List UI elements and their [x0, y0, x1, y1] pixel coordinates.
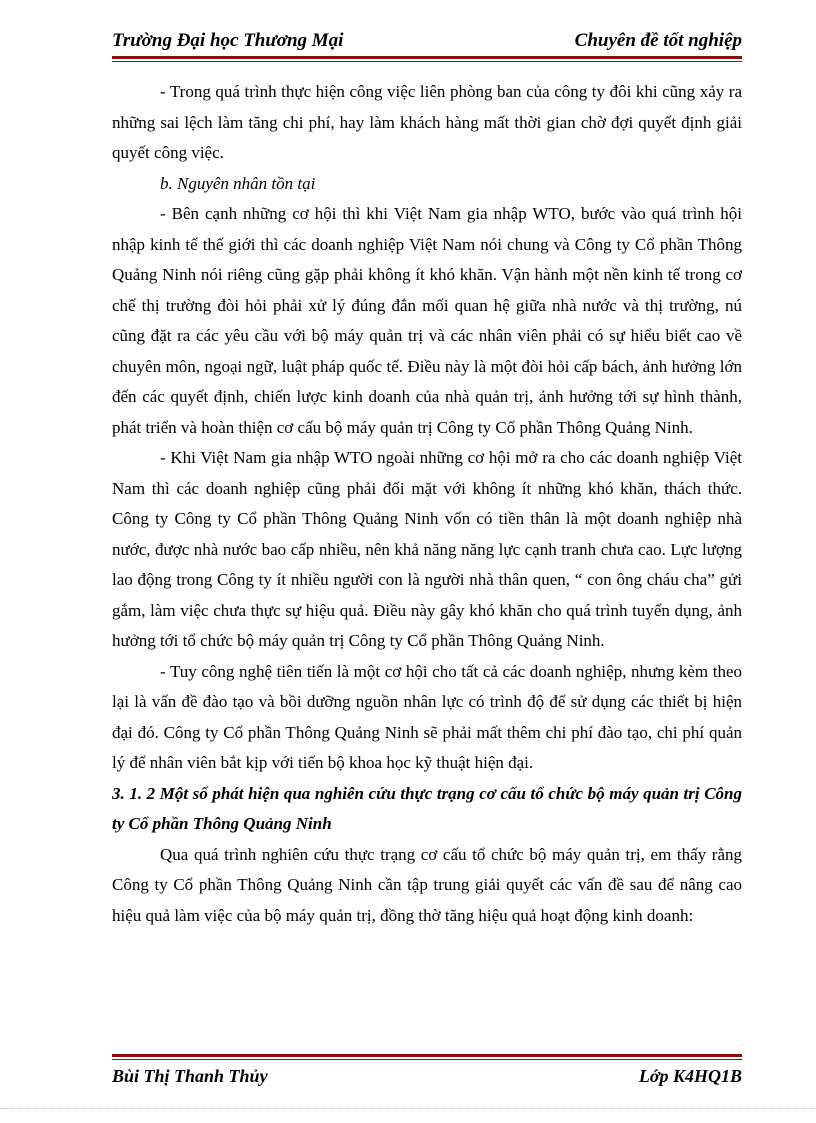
section-title: 3. 1. 2 Một số phát hiện qua nghiên cứu thực trạng cơ cấu tổ chức bộ máy quản trị Công ty Cổ phần Thông Quảng Ninh — [112, 783, 742, 833]
page-header — [112, 28, 742, 54]
page-bottom-divider — [0, 1108, 816, 1109]
paragraph: - Khi Việt Nam gia nhập WTO ngoài những cơ hội mở ra cho các doanh nghiệp Việt Nam thì các doanh nghiệp cũng phải đối mặt với không ít những khó khăn, thách thức. Công ty Công ty Cổ phần Thông Quảng Ninh vốn có tiền thân là một doanh nghiệp nhà nước, được nhà nước bao cấp nhiều, nên khả năng năng lực cạnh tranh chưa cao. Lực lượng lao động trong Công ty ít nhiều người con là người nhà thân quen, “ con ông cháu cha” gửi gắm, làm việc chưa thực sự hiệu quả. Điều này gây khó khăn cho quá trình tuyển dụng, ảnh hưởng tới tổ chức bộ máy quản trị Công ty Cổ phần Thông Quảng Ninh. — [112, 448, 742, 650]
footer-rule-thin — [112, 1059, 742, 1060]
footer-author: Bùi Thị Thanh Thủy — [112, 1066, 268, 1086]
page-footer — [112, 1066, 742, 1090]
footer-rule-thick — [112, 1054, 742, 1057]
paragraph: - Bên cạnh những cơ hội thì khi Việt Nam gia nhập WTO, bước vào quá trình hội nhập kinh tế thế giới thì các doanh nghiệp Việt Nam nói chung và Công ty Cổ phần Thông Quảng Ninh nói riêng cũng gặp phải không ít khó khăn. Vận hành một nền kinh tế trong cơ chế thị trường đòi hỏi phải xử lý đúng đắn mối quan hệ giữa nhà nước và thị trường, nú cũng đặt ra các yêu cầu với bộ máy quản trị và các nhân viên phải có sự hiểu biết cao về chuyên môn, ngoại ngữ, luật pháp quốc tế. Điều này là một đòi hỏi cấp bách, ảnh hưởng lớn đến các quyết định, chiến lược kinh doanh của nhà quản trị, ảnh hưởng tới sự hình thành, phát triển và hoàn thiện cơ cấu bộ máy quản trị Công ty Cổ phần Thông Quảng Ninh. — [112, 204, 742, 437]
paragraph: - Trong quá trình thực hiện công việc liên phòng ban của công ty đôi khi cũng xảy ra những sai lệch làm tăng chi phí, hay làm khách hàng mất thời gian chờ đợi quyết định giải quyết công việc. — [112, 82, 742, 162]
header-document-type: Chuyên đề tốt nghiệp — [574, 30, 742, 51]
header-rule-thin — [112, 61, 742, 62]
page-body — [112, 77, 742, 931]
header-school: Trường Đại học Thương Mại — [112, 30, 344, 51]
paragraph: - Tuy công nghệ tiên tiến là một cơ hội cho tất cả các doanh nghiệp, nhưng kèm theo lại là vấn đề đào tạo và bồi dưỡng nguồn nhân lực có trình độ để sử dụng các thiết bị hiện đại đó. Công ty Cổ phần Thông Quảng Ninh sẽ phải mất thêm chi phí đào tạo, chi phí quản lý để nhân viên bắt kịp với tiến bộ khoa học kỹ thuật hiện đại. — [112, 661, 742, 772]
paragraph: Qua quá trình nghiên cứu thực trạng cơ cấu tổ chức bộ máy quản trị, em thấy rằng Công ty Cổ phần Thông Quảng Ninh cần tập trung giải quyết các vấn đề sau để nâng cao hiệu quả làm việc của bộ máy quản trị, đồng thờ tăng hiệu quả hoạt động kinh doanh: — [112, 844, 742, 925]
footer-class: Lớp K4HQ1B — [638, 1066, 742, 1086]
subheading-causes: b. Nguyên nhân tồn tại — [160, 173, 316, 193]
header-rule-thick — [112, 56, 742, 59]
